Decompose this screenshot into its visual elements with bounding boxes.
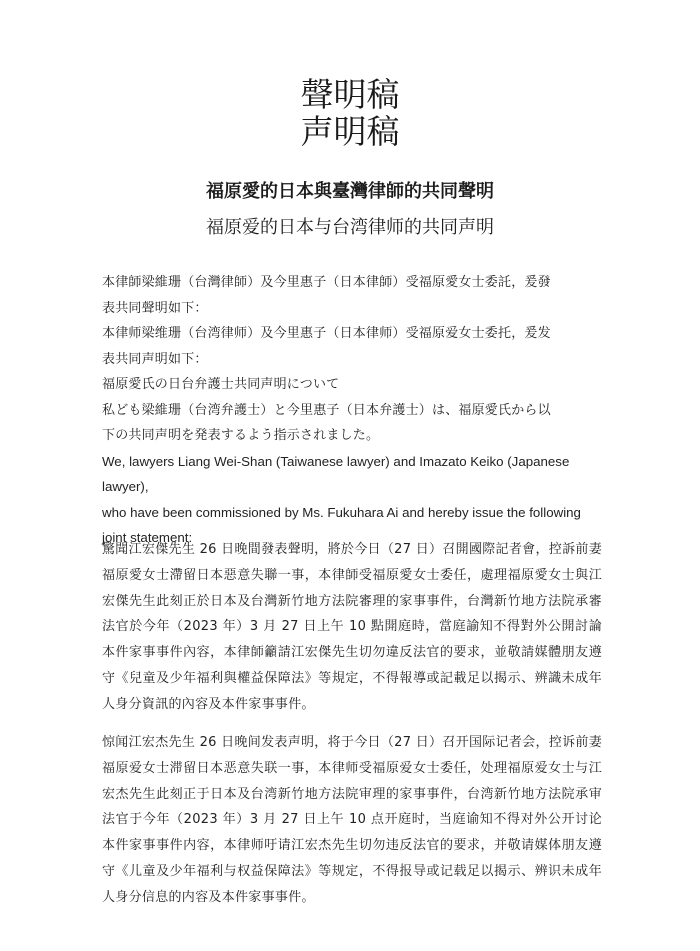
paragraph-simplified: 惊闻江宏杰先生 26 日晚间发表声明，将于今日（27 日）召开国际记者会，控诉前妻福原爱女士滞留日本恶意失联一事，本律师受福原爱女士委任，处理福原爱女士与江宏杰先生此刻正于日本及台湾新竹地方法院审理的家事事件，台湾新竹地方法院承审法官于今年（2023 年）3 月 27 日上午 10 点开庭时，当庭谕知不得对外公开讨论本件家事事件内容，本律师吁请江宏杰先生切勿违反法官的要求，并敬请媒体朋友遵守《儿童及少年福利与权益保障法》等规定，不得报导或记载足以揭示、辨识未成年人身分信息的内容及本件家事事件。 [102, 735, 602, 905]
intro-line-simp-2: 表共同声明如下： [102, 351, 208, 367]
intro-line-jp-1: 福原愛氏の日台弁護士共同声明について [102, 377, 340, 392]
paragraph-traditional: 驚聞江宏傑先生 26 日晚間發表聲明，將於今日（27 日）召開國際記者會，控訴前妻福原愛女士滯留日本惡意失聯一事，本律師受福原愛女士委任，處理福原愛女士與江宏傑先生此刻正於日本及台灣新竹地方法院審理的家事事件，台灣新竹地方法院承審法官於今年（2023 年）3 月 27 日上午 10 點開庭時，當庭諭知不得對外公開討論本件家事事件內容，本律師籲請江宏傑先生切勿違反法官的要求，並敬請媒體朋友遵守《兒童及少年福利與權益保障法》等規定，不得報導或記載足以揭示、辨識未成年人身分資訊的內容及本件家事事件。 [102, 542, 602, 712]
intro-line-en-1: We, lawyers Liang Wei-Shan (Taiwanese lawyer) and Imazato Keiko (Japanese lawyer), [102, 453, 570, 494]
intro-line-jp-3: 下の共同声明を発表するよう指示されました。 [102, 428, 380, 443]
intro-section [102, 270, 602, 551]
intro-line-jp-2: 私ども梁維珊（台湾弁護士）と今里惠子（日本弁護士）は、福原愛氏から以 [102, 402, 551, 418]
title-traditional: 聲明稿 [300, 75, 400, 114]
intro-line-trad-2: 表共同聲明如下： [102, 300, 208, 316]
intro-line-en-2: who have been commissioned by Ms. Fukuhara Ai and hereby issue the following [102, 504, 581, 520]
intro-line-en-3: joint statement: [102, 530, 193, 545]
intro-line-trad-1: 本律師梁維珊（台灣律師）及今里惠子（日本律師）受福原愛女士委託，爰發 [102, 275, 551, 290]
subtitle-traditional: 福原愛的日本與臺灣律師的共同聲明 [206, 181, 494, 202]
subtitle-simplified: 福原爱的日本与台湾律师的共同声明 [206, 217, 494, 238]
title-simplified: 声明稿 [300, 112, 400, 151]
intro-line-simp-1: 本律师梁维珊（台湾律师）及今里惠子（日本律师）受福原爱女士委托，爰发 [102, 326, 551, 341]
